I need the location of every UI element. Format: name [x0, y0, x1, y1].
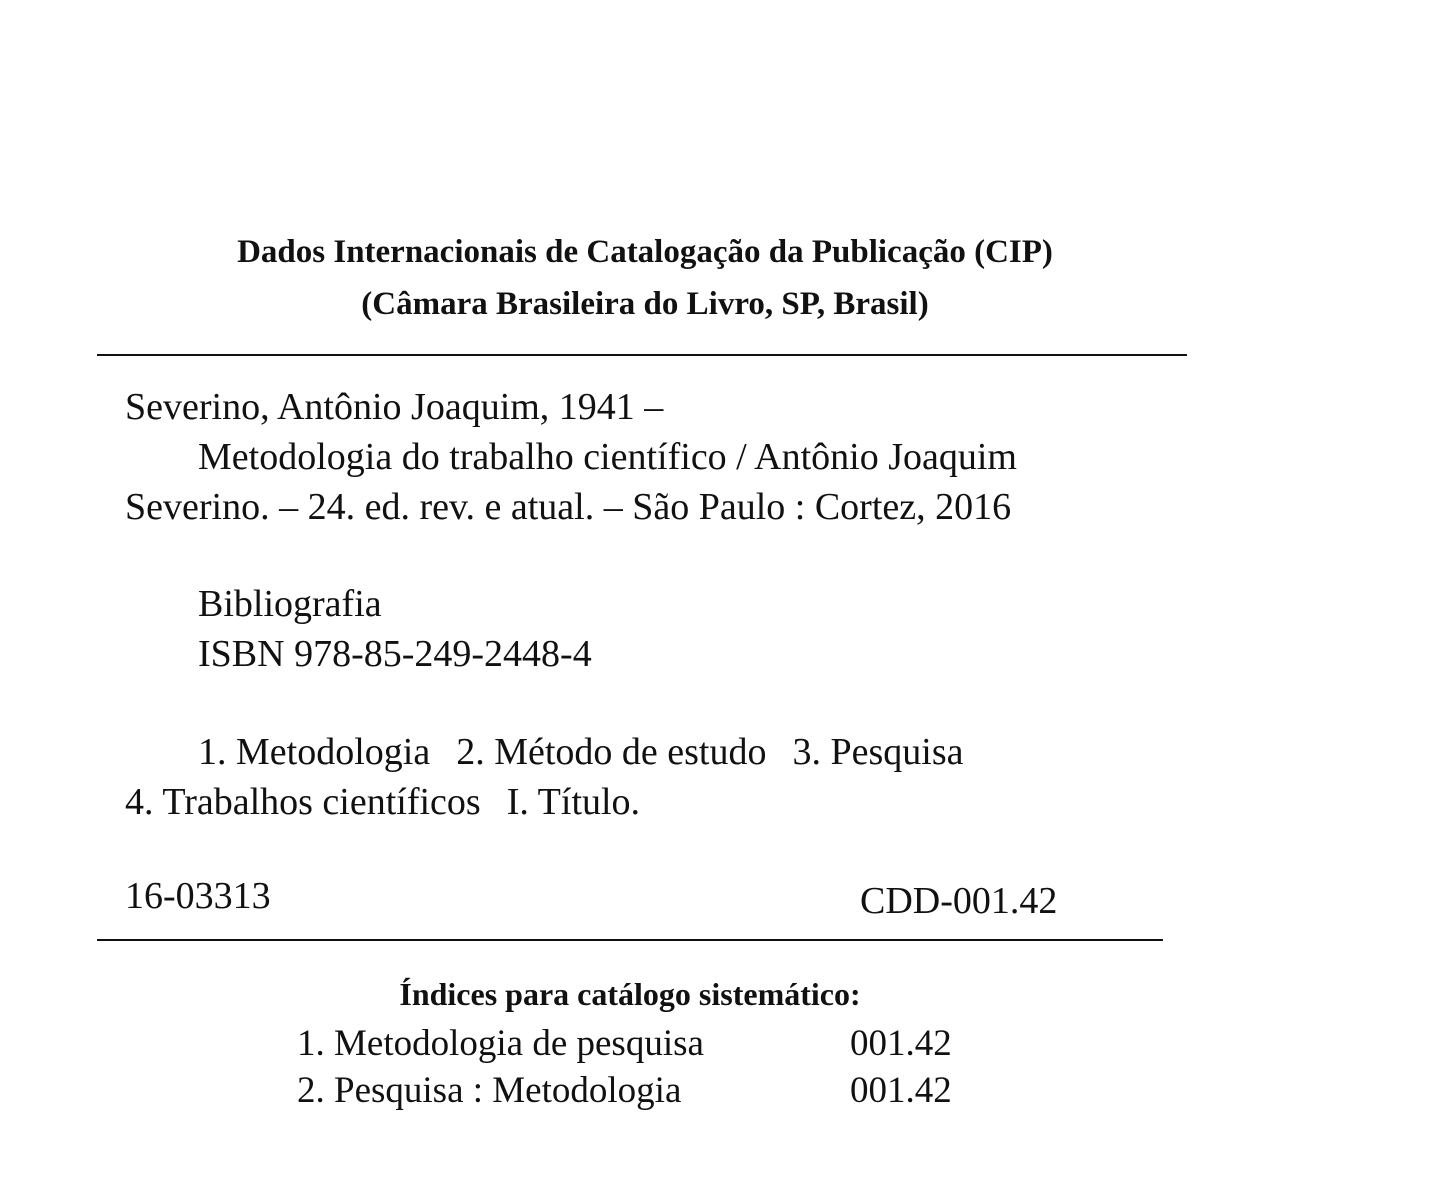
cip-number: 16-03313: [125, 875, 271, 917]
subjects-line-1: [198, 733, 964, 771]
cip-header-title: Dados Internacionais de Catalogação da Publicação (CIP): [237, 234, 1053, 270]
index-entry-code: 001.42: [850, 1070, 952, 1111]
subject-3: 3. Pesquisa: [792, 731, 964, 773]
subjects-line-2: [125, 783, 640, 821]
isbn: ISBN 978-85-249-2448-4: [198, 633, 592, 675]
bottom-divider: [97, 939, 1163, 941]
author-line: Severino, Antônio Joaquim, 1941 –: [125, 386, 664, 428]
cip-header-subtitle: (Câmara Brasileira do Livro, SP, Brasil): [361, 286, 929, 322]
title-line-1: Metodologia do trabalho científico / Antônio Joaquim: [198, 436, 1017, 478]
index-entry-label: 2. Pesquisa : Metodologia: [297, 1070, 682, 1111]
index-entry: [297, 1023, 952, 1064]
index-title: Índices para catálogo sistemático:: [399, 976, 861, 1012]
index-entry-label: 1. Metodologia de pesquisa: [297, 1023, 704, 1064]
subject-2: 2. Método de estudo: [456, 731, 767, 773]
subject-4: 4. Trabalhos científicos: [125, 781, 481, 823]
bibliografia-note: Bibliografia: [198, 583, 382, 625]
index-entry: [297, 1070, 952, 1111]
subject-title: I. Título.: [506, 781, 641, 823]
top-divider: [97, 354, 1187, 356]
cdd-code: CDD-001.42: [860, 880, 1058, 922]
subject-1: 1. Metodologia: [198, 731, 431, 773]
index-entry-code: 001.42: [850, 1023, 952, 1064]
title-line-2: Severino. – 24. ed. rev. e atual. – São Paulo : Cortez, 2016: [125, 486, 1012, 528]
